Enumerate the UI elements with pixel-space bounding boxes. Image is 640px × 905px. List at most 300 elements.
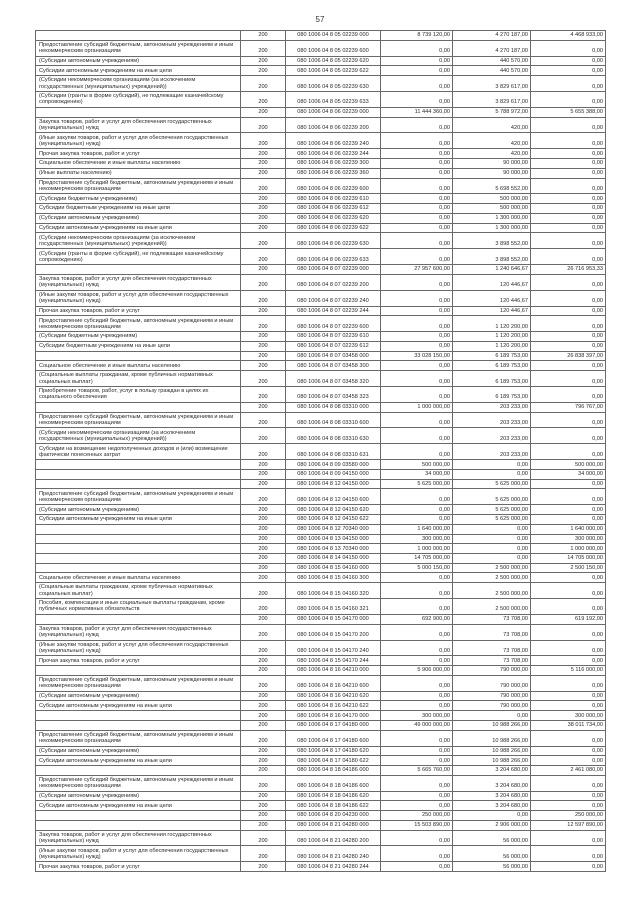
row-value-2: 56 000,00: [453, 830, 531, 846]
table-row: [36, 862, 606, 872]
row-value-2: 90 000,00: [453, 159, 531, 169]
table-row: [36, 830, 606, 846]
row-value-1: 0,00: [381, 290, 453, 306]
table-row: [36, 76, 606, 92]
row-description: Предоставление субсидий бюджетным, автономным учреждениям и иным некоммерческим организациям: [36, 316, 241, 332]
row-classification: 080 1006 04 8 12 70340 000: [286, 524, 381, 534]
row-description: [36, 534, 241, 544]
row-classification: 080 1006 04 8 06 02239 600: [286, 178, 381, 194]
table-row: [36, 361, 606, 371]
row-description: [36, 402, 241, 412]
row-code: 200: [241, 460, 286, 470]
row-code: 200: [241, 489, 286, 505]
row-value-1: 1 640 000,00: [381, 524, 453, 534]
row-code: 200: [241, 675, 286, 691]
row-code: 200: [241, 371, 286, 387]
row-value-3: 2 500 150,00: [531, 563, 606, 573]
row-value-2: 790 000,00: [453, 701, 531, 711]
row-value-1: 0,00: [381, 204, 453, 214]
row-value-2: 90 000,00: [453, 168, 531, 178]
row-classification: 080 1006 04 8 07 03458 000: [286, 351, 381, 361]
row-value-1: 0,00: [381, 133, 453, 149]
row-value-1: 0,00: [381, 316, 453, 332]
row-value-1: 0,00: [381, 656, 453, 666]
row-value-1: 300 000,00: [381, 534, 453, 544]
row-value-1: 0,00: [381, 489, 453, 505]
row-description: (Субсидии автономным учреждениям): [36, 691, 241, 701]
page-number: 57: [315, 15, 325, 24]
row-classification: 080 1006 04 8 15 04170 240: [286, 640, 381, 656]
row-code: 200: [241, 402, 286, 412]
row-code: 200: [241, 614, 286, 624]
table-row: [36, 159, 606, 169]
row-value-3: 0,00: [531, 505, 606, 515]
row-value-2: 2 500 000,00: [453, 599, 531, 615]
row-value-1: 0,00: [381, 371, 453, 387]
row-code: 200: [241, 274, 286, 290]
row-classification: 080 1006 04 8 18 04186 000: [286, 766, 381, 776]
row-code: 200: [241, 599, 286, 615]
row-description: [36, 666, 241, 676]
row-classification: 080 1006 04 8 06 02239 300: [286, 159, 381, 169]
row-value-3: 0,00: [531, 178, 606, 194]
row-value-2: 10 988 266,00: [453, 720, 531, 730]
row-description: Субсидии автономным учреждениям на иные цели: [36, 223, 241, 233]
row-classification: 080 1006 04 8 06 02239 000: [286, 107, 381, 117]
row-code: 200: [241, 573, 286, 583]
row-value-2: 5 698 552,00: [453, 178, 531, 194]
row-value-1: 300 000,00: [381, 711, 453, 721]
row-description: Прочая закупка товаров, работ и услуг: [36, 306, 241, 316]
row-value-1: 0,00: [381, 332, 453, 342]
table-row: [36, 791, 606, 801]
row-value-2: 56 000,00: [453, 846, 531, 862]
row-value-2: 1 120 200,00: [453, 316, 531, 332]
table-row: [36, 553, 606, 563]
row-classification: 080 1006 04 8 16 04210 000: [286, 666, 381, 676]
row-value-2: 5 625 000,00: [453, 515, 531, 525]
table-row: [36, 515, 606, 525]
row-description: Социальное обеспечение и иные выплаты населению: [36, 159, 241, 169]
row-description: Субсидии бюджетным учреждениям на иные цели: [36, 341, 241, 351]
row-classification: 080 1006 04 8 16 04210 620: [286, 691, 381, 701]
row-description: [36, 107, 241, 117]
row-value-3: 0,00: [531, 204, 606, 214]
row-classification: 080 1006 04 8 07 02239 244: [286, 306, 381, 316]
table-row: [36, 775, 606, 791]
row-code: 200: [241, 711, 286, 721]
row-value-2: 0,00: [453, 811, 531, 821]
row-classification: 080 1006 04 8 09 03580 000: [286, 460, 381, 470]
row-description: [36, 563, 241, 573]
row-value-1: 0,00: [381, 213, 453, 223]
row-value-1: 0,00: [381, 791, 453, 801]
row-value-1: 0,00: [381, 746, 453, 756]
table-row: [36, 332, 606, 342]
row-value-2: 3 204 680,00: [453, 766, 531, 776]
row-value-3: 0,00: [531, 746, 606, 756]
row-classification: 080 1006 04 8 15 04160 320: [286, 583, 381, 599]
table-row: [36, 133, 606, 149]
row-value-3: 796 767,00: [531, 402, 606, 412]
row-description: Предоставление субсидий бюджетным, автономным учреждениям и иным некоммерческим организациям: [36, 730, 241, 746]
row-value-3: 0,00: [531, 194, 606, 204]
row-value-3: 0,00: [531, 775, 606, 791]
row-code: 200: [241, 332, 286, 342]
row-value-3: 0,00: [531, 691, 606, 701]
row-code: 200: [241, 524, 286, 534]
row-code: 200: [241, 746, 286, 756]
table-row: [36, 274, 606, 290]
row-classification: 080 1006 04 8 12 04150 622: [286, 515, 381, 525]
row-value-2: 3 829 617,00: [453, 91, 531, 107]
row-value-2: 0,00: [453, 469, 531, 479]
row-classification: 080 1006 04 8 08 03310 000: [286, 402, 381, 412]
row-description: Предоставление субсидий бюджетным, автономным учреждениям и иным некоммерческим организациям: [36, 489, 241, 505]
row-classification: 080 1006 04 8 16 04170 000: [286, 711, 381, 721]
table-row: [36, 534, 606, 544]
row-value-1: 0,00: [381, 862, 453, 872]
row-value-3: 300 000,00: [531, 534, 606, 544]
row-description: Социальное обеспечение и иные выплаты населению: [36, 361, 241, 371]
row-value-3: 5 116 000,00: [531, 666, 606, 676]
table-row: [36, 40, 606, 56]
row-classification: 080 1006 04 8 07 02239 610: [286, 332, 381, 342]
row-code: 200: [241, 544, 286, 554]
row-classification: 080 1006 04 8 05 02239 633: [286, 91, 381, 107]
row-value-1: 0,00: [381, 691, 453, 701]
row-classification: 080 1006 04 8 16 04210 600: [286, 675, 381, 691]
row-description: Субсидии автономным учреждениям на иные цели: [36, 515, 241, 525]
row-description: (Субсидии (гранты в форме субсидий), не подлежащие казначейскому сопровождению): [36, 91, 241, 107]
row-code: 200: [241, 811, 286, 821]
table-row: [36, 249, 606, 265]
row-description: [36, 524, 241, 534]
row-value-1: 0,00: [381, 117, 453, 133]
row-value-2: 203 233,00: [453, 412, 531, 428]
row-value-2: 2 500 000,00: [453, 583, 531, 599]
row-value-3: 5 655 388,00: [531, 107, 606, 117]
table-row: [36, 489, 606, 505]
row-value-3: 0,00: [531, 66, 606, 76]
row-value-1: 0,00: [381, 249, 453, 265]
row-classification: 080 1006 04 8 05 02239 630: [286, 76, 381, 92]
table-row: [36, 505, 606, 515]
row-description: [36, 614, 241, 624]
row-code: 200: [241, 341, 286, 351]
row-value-2: 73 708,00: [453, 614, 531, 624]
table-row: [36, 117, 606, 133]
row-code: 200: [241, 801, 286, 811]
row-value-1: 0,00: [381, 505, 453, 515]
row-value-1: 0,00: [381, 701, 453, 711]
row-value-3: 26 838 397,00: [531, 351, 606, 361]
row-description: [36, 811, 241, 821]
table-body: [36, 31, 606, 872]
row-value-1: 33 028 150,00: [381, 351, 453, 361]
row-classification: 080 1006 04 8 06 02239 360: [286, 168, 381, 178]
row-value-2: 120 446,67: [453, 274, 531, 290]
row-description: Субсидии на возмещение недополученных доходов и (или) возмещение фактически понесенных затрат: [36, 444, 241, 460]
row-value-1: 0,00: [381, 730, 453, 746]
row-code: 200: [241, 701, 286, 711]
row-value-2: 1 240 646,67: [453, 265, 531, 275]
row-classification: 080 1006 04 8 21 04280 200: [286, 830, 381, 846]
row-description: Закупка товаров, работ и услуг для обеспечения государственных (муниципальных) нужд: [36, 624, 241, 640]
row-value-1: 0,00: [381, 194, 453, 204]
table-row: [36, 711, 606, 721]
row-value-2: 4 270 187,00: [453, 31, 531, 41]
row-value-3: 0,00: [531, 656, 606, 666]
row-description: (Социальные выплаты гражданам, кроме публичных нормативных социальных выплат): [36, 583, 241, 599]
row-value-3: 0,00: [531, 599, 606, 615]
table-row: [36, 149, 606, 159]
row-classification: 080 1006 04 8 14 04150 000: [286, 553, 381, 563]
row-code: 200: [241, 168, 286, 178]
table-row: [36, 341, 606, 351]
row-value-3: 0,00: [531, 213, 606, 223]
row-code: 200: [241, 223, 286, 233]
table-row: [36, 811, 606, 821]
row-classification: 080 1006 04 8 07 02239 000: [286, 265, 381, 275]
row-code: 200: [241, 583, 286, 599]
row-description: Предоставление субсидий бюджетным, автономным учреждениям и иным некоммерческим организациям: [36, 40, 241, 56]
row-value-1: 0,00: [381, 444, 453, 460]
row-code: 200: [241, 820, 286, 830]
row-value-1: 692 900,00: [381, 614, 453, 624]
row-classification: 080 1006 04 8 06 02239 612: [286, 204, 381, 214]
row-classification: 080 1006 04 8 21 04280 244: [286, 862, 381, 872]
row-value-1: 49 000 000,00: [381, 720, 453, 730]
row-description: Закупка товаров, работ и услуг для обеспечения государственных (муниципальных) нужд: [36, 830, 241, 846]
row-description: (Субсидии некоммерческим организациям (за исключением государственных (муниципальных) учреждений)): [36, 233, 241, 249]
row-code: 200: [241, 730, 286, 746]
table-row: [36, 306, 606, 316]
row-classification: 080 1006 04 8 21 04280 240: [286, 846, 381, 862]
table-row: [36, 479, 606, 489]
table-row: [36, 66, 606, 76]
row-description: Предоставление субсидий бюджетным, автономным учреждениям и иным некоммерческим организациям: [36, 775, 241, 791]
row-value-3: 1 000 000,00: [531, 544, 606, 554]
row-value-1: 34 000,00: [381, 469, 453, 479]
row-description: Социальное обеспечение и иные выплаты населению: [36, 573, 241, 583]
row-value-3: 0,00: [531, 371, 606, 387]
row-value-1: 0,00: [381, 599, 453, 615]
row-value-2: 2 500 000,00: [453, 573, 531, 583]
row-value-2: 0,00: [453, 544, 531, 554]
row-value-2: 6 189 753,00: [453, 351, 531, 361]
row-value-3: 0,00: [531, 640, 606, 656]
row-value-2: 5 625 000,00: [453, 479, 531, 489]
row-value-1: 0,00: [381, 91, 453, 107]
row-code: 200: [241, 666, 286, 676]
row-value-3: 2 461 080,00: [531, 766, 606, 776]
row-description: Субсидии автономным учреждениям на иные цели: [36, 801, 241, 811]
row-code: 200: [241, 428, 286, 444]
row-classification: 080 1006 04 8 07 03458 300: [286, 361, 381, 371]
row-value-3: 0,00: [531, 133, 606, 149]
row-code: 200: [241, 624, 286, 640]
table-row: [36, 746, 606, 756]
row-classification: 080 1006 04 8 05 02239 000: [286, 31, 381, 41]
row-description: (Субсидии некоммерческим организациям (за исключением государственных (муниципальных) учреждений)): [36, 76, 241, 92]
row-description: (Субсидии некоммерческим организациям (за исключением государственных (муниципальных) учреждений)): [36, 428, 241, 444]
table-row: [36, 204, 606, 214]
row-code: 200: [241, 469, 286, 479]
row-classification: 080 1006 04 8 08 03310 600: [286, 412, 381, 428]
row-code: 200: [241, 56, 286, 66]
row-code: 200: [241, 479, 286, 489]
row-value-1: 0,00: [381, 233, 453, 249]
row-value-2: 0,00: [453, 534, 531, 544]
row-value-3: 0,00: [531, 701, 606, 711]
table-row: [36, 428, 606, 444]
row-classification: 080 1006 04 8 15 04170 000: [286, 614, 381, 624]
row-description: Субсидии автономным учреждениям на иные цели: [36, 701, 241, 711]
row-description: Закупка товаров, работ и услуг для обеспечения государственных (муниципальных) нужд: [36, 117, 241, 133]
row-value-2: 5 625 000,00: [453, 505, 531, 515]
row-value-3: 0,00: [531, 117, 606, 133]
row-value-1: 1 000 000,00: [381, 402, 453, 412]
row-classification: 080 1006 04 8 17 04180 622: [286, 756, 381, 766]
row-classification: 080 1006 04 8 12 04150 000: [286, 479, 381, 489]
table-row: [36, 524, 606, 534]
row-classification: 080 1006 04 8 15 04160 321: [286, 599, 381, 615]
row-value-1: 0,00: [381, 40, 453, 56]
row-description: Прочая закупка товаров, работ и услуг: [36, 656, 241, 666]
table-row: [36, 107, 606, 117]
row-value-3: 0,00: [531, 583, 606, 599]
table-row: [36, 316, 606, 332]
row-value-2: 6 189 753,00: [453, 371, 531, 387]
row-classification: 080 1006 04 8 18 04186 600: [286, 775, 381, 791]
row-description: (Субсидии автономным учреждениям): [36, 791, 241, 801]
row-value-1: 0,00: [381, 341, 453, 351]
row-value-3: 0,00: [531, 515, 606, 525]
row-value-3: 0,00: [531, 332, 606, 342]
row-value-1: 500 000,00: [381, 460, 453, 470]
row-classification: 080 1006 04 8 07 02239 200: [286, 274, 381, 290]
row-value-3: 0,00: [531, 830, 606, 846]
row-value-2: 3 204 680,00: [453, 775, 531, 791]
row-value-2: 4 270 187,00: [453, 40, 531, 56]
row-value-1: 11 444 360,00: [381, 107, 453, 117]
row-code: 200: [241, 691, 286, 701]
row-value-3: 0,00: [531, 573, 606, 583]
row-value-1: 0,00: [381, 178, 453, 194]
row-value-3: 1 640 000,00: [531, 524, 606, 534]
row-value-3: 4 468 933,00: [531, 31, 606, 41]
row-description: [36, 469, 241, 479]
row-description: Прочая закупка товаров, работ и услуг: [36, 149, 241, 159]
table-row: [36, 846, 606, 862]
row-value-3: 0,00: [531, 412, 606, 428]
row-value-2: 10 988 266,00: [453, 746, 531, 756]
row-code: 200: [241, 720, 286, 730]
row-classification: 080 1006 04 8 07 03458 320: [286, 371, 381, 387]
row-description: Прочая закупка товаров, работ и услуг: [36, 862, 241, 872]
row-value-1: 5 665 760,00: [381, 766, 453, 776]
row-value-3: 12 597 890,00: [531, 820, 606, 830]
row-value-2: 6 189 753,00: [453, 386, 531, 402]
row-value-1: 0,00: [381, 675, 453, 691]
row-value-1: 0,00: [381, 830, 453, 846]
row-code: 200: [241, 515, 286, 525]
row-value-2: 3 204 680,00: [453, 801, 531, 811]
table-row: [36, 351, 606, 361]
row-classification: 080 1006 04 8 09 04150 000: [286, 469, 381, 479]
table-row: [36, 730, 606, 746]
row-classification: 080 1006 04 8 15 04160 300: [286, 573, 381, 583]
table-row: [36, 766, 606, 776]
row-value-3: 14 705 000,00: [531, 553, 606, 563]
row-code: 200: [241, 233, 286, 249]
row-value-1: 0,00: [381, 573, 453, 583]
row-value-3: 0,00: [531, 341, 606, 351]
row-value-2: 56 000,00: [453, 862, 531, 872]
row-value-3: 0,00: [531, 675, 606, 691]
row-value-1: 0,00: [381, 624, 453, 640]
row-classification: 080 1006 04 8 06 02239 633: [286, 249, 381, 265]
row-classification: 080 1006 04 8 20 04230 000: [286, 811, 381, 821]
row-value-2: 500 000,00: [453, 194, 531, 204]
row-description: Закупка товаров, работ и услуг для обеспечения государственных (муниципальных) нужд: [36, 274, 241, 290]
row-code: 200: [241, 117, 286, 133]
row-code: 200: [241, 149, 286, 159]
row-value-1: 0,00: [381, 515, 453, 525]
table-row: [36, 412, 606, 428]
table-row: [36, 290, 606, 306]
row-classification: 080 1006 04 8 06 02239 240: [286, 133, 381, 149]
row-value-3: 0,00: [531, 791, 606, 801]
row-description: [36, 31, 241, 41]
table-row: [36, 460, 606, 470]
row-description: [36, 351, 241, 361]
table-row: [36, 371, 606, 387]
row-classification: 080 1006 04 8 18 04186 622: [286, 801, 381, 811]
row-value-3: 0,00: [531, 489, 606, 505]
row-value-2: 0,00: [453, 524, 531, 534]
row-value-3: 619 192,00: [531, 614, 606, 624]
row-value-2: 3 204 680,00: [453, 791, 531, 801]
row-value-3: 0,00: [531, 56, 606, 66]
row-value-2: 1 120 200,00: [453, 332, 531, 342]
row-code: 200: [241, 862, 286, 872]
budget-table: [35, 30, 606, 872]
row-value-3: 0,00: [531, 846, 606, 862]
table-row: [36, 666, 606, 676]
row-value-1: 0,00: [381, 640, 453, 656]
row-description: (Иные закупки товаров, работ и услуг для обеспечения государственных (муниципальных) нужд): [36, 846, 241, 862]
row-description: (Субсидии бюджетным учреждениям): [36, 332, 241, 342]
row-value-1: 5 906 000,00: [381, 666, 453, 676]
row-classification: 080 1006 04 8 06 02239 610: [286, 194, 381, 204]
row-value-3: 300 000,00: [531, 711, 606, 721]
row-description: (Иные закупки товаров, работ и услуг для обеспечения государственных (муниципальных) нужд): [36, 640, 241, 656]
row-value-1: 0,00: [381, 223, 453, 233]
row-value-2: 5 625 000,00: [453, 489, 531, 505]
row-classification: 080 1006 04 8 12 04150 620: [286, 505, 381, 515]
row-value-1: 0,00: [381, 775, 453, 791]
row-value-3: 0,00: [531, 159, 606, 169]
row-classification: 080 1006 04 8 21 04280 000: [286, 820, 381, 830]
row-code: 200: [241, 159, 286, 169]
row-classification: 080 1006 04 8 07 02239 600: [286, 316, 381, 332]
row-code: 200: [241, 412, 286, 428]
row-description: [36, 544, 241, 554]
row-value-3: 0,00: [531, 428, 606, 444]
table-row: [36, 720, 606, 730]
